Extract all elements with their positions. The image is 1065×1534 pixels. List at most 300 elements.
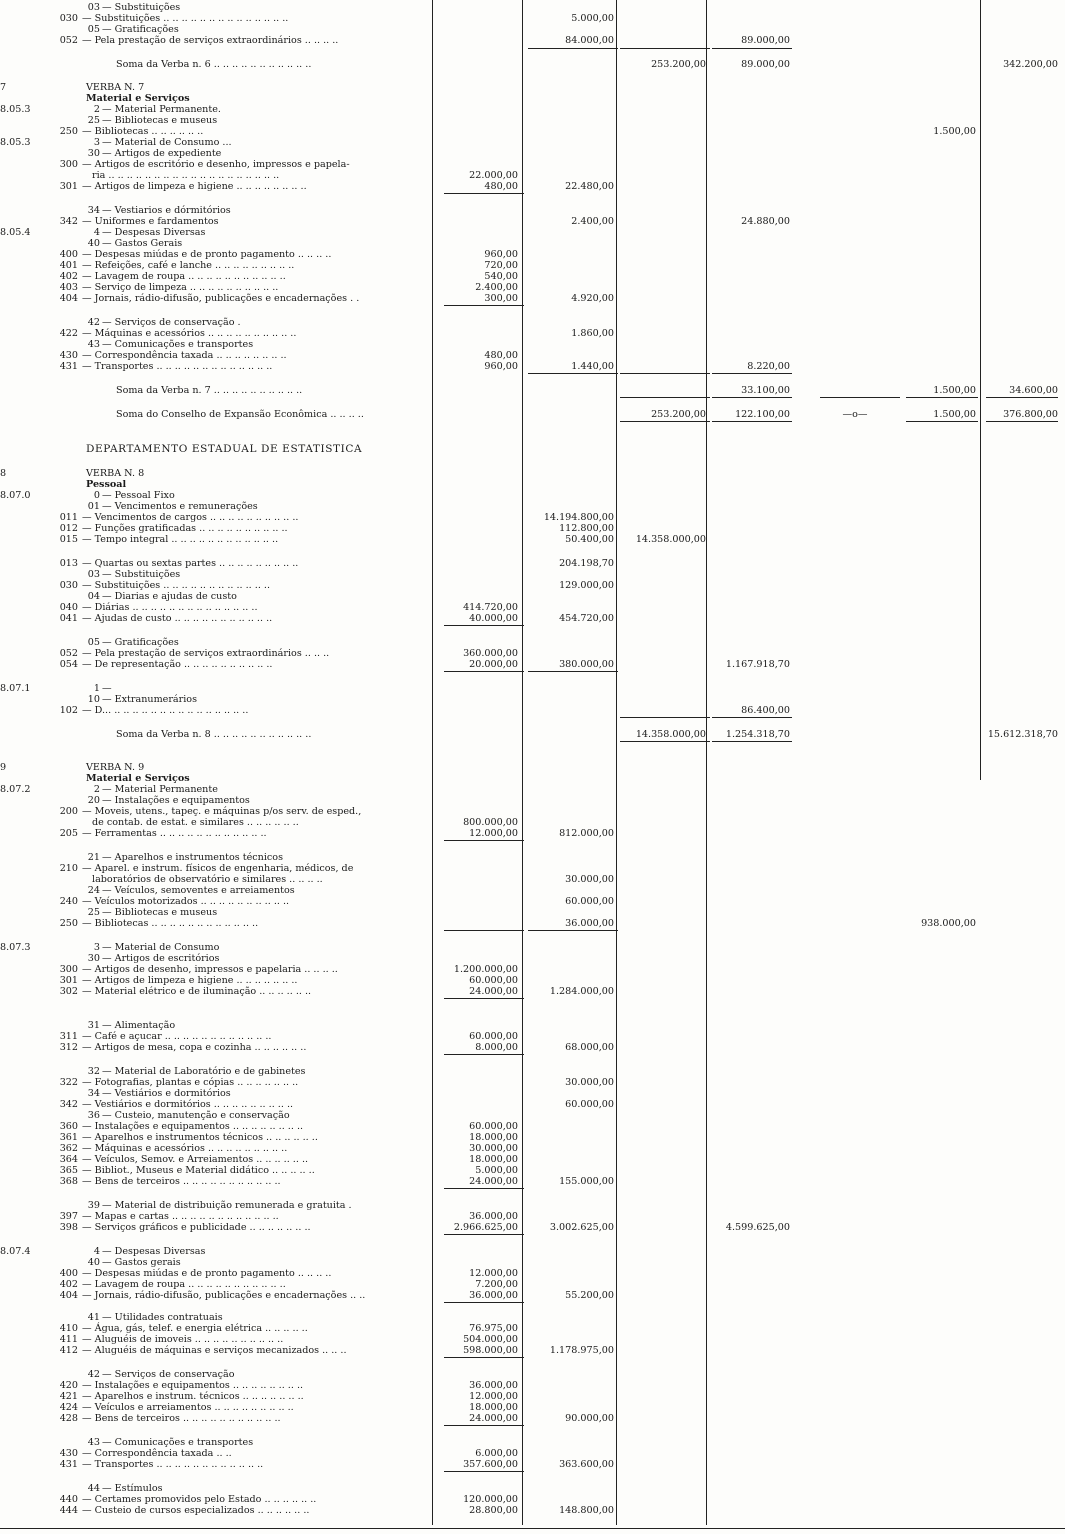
ledger-row	[0, 1088, 1065, 1099]
item-label: — Vestiários e dormitórios	[102, 1088, 231, 1099]
item-label: — Despesas Diversas	[102, 227, 206, 238]
item-label: — Bibliotecas .. .. .. .. .. .. .. .. .. .. .. ..	[82, 918, 259, 929]
item-label: — Artigos de mesa, copa e cozinha .. .. .. .. .. ..	[82, 1042, 307, 1053]
ledger-row	[0, 1369, 1065, 1380]
amount-col-1: 20.000,00	[469, 659, 518, 670]
ledger-row	[0, 317, 1065, 328]
underline-rule	[444, 1188, 524, 1189]
item-label: — Gratificações	[102, 24, 179, 35]
item-label: — Serviços de conservação	[102, 1369, 235, 1380]
amount-col-1: 120.000,00	[463, 1494, 518, 1505]
item-code: 30	[87, 953, 100, 964]
amount-col-2: 60.000,00	[565, 896, 614, 907]
ledger-row	[0, 1165, 1065, 1176]
item-label: — Material Permanente.	[102, 104, 221, 115]
ledger-row	[0, 558, 1065, 569]
item-label: — Jornais, rádio-difusão, publicações e encadernações .. ..	[82, 1290, 366, 1301]
item-code: 250	[59, 918, 78, 929]
item-label: — Despesas Diversas	[102, 1246, 206, 1257]
amount-col-1: 8.000,00	[475, 1042, 518, 1053]
item-code: 300	[59, 964, 78, 975]
ledger-row	[0, 170, 1065, 181]
amount-col-1: 60.000,00	[469, 975, 518, 986]
item-label: — Gastos Gerais	[102, 238, 183, 249]
underline-rule	[620, 48, 710, 49]
underline-rule	[712, 741, 792, 742]
ledger-row	[0, 1268, 1065, 1279]
item-label: — De representação .. .. .. .. .. .. .. .. .. ..	[82, 659, 273, 670]
item-code: 04	[87, 591, 100, 602]
item-code: 402	[59, 1279, 78, 1290]
item-code: 012	[59, 523, 78, 534]
ledger-row	[0, 227, 1065, 238]
item-label: VERBA N. 9	[86, 762, 145, 773]
item-label: — Veículos e arreiamentos .. .. .. .. .. .. .. .. ..	[82, 1402, 294, 1413]
section-number: 8.07.4	[0, 1246, 31, 1257]
item-label: — Substituições	[102, 569, 181, 580]
item-label: — Bens de terceiros .. .. .. .. .. .. .. .. .. .. ..	[82, 1413, 281, 1424]
amount-col-4: 122.100,00	[735, 409, 790, 420]
amount-col-1: 598.000,00	[463, 1345, 518, 1356]
ledger-row	[0, 271, 1065, 282]
item-code: 3	[93, 942, 100, 953]
item-label: — Material de Consumo	[102, 942, 220, 953]
amount-col-1: 480,00	[484, 181, 518, 192]
ledger-row	[0, 705, 1065, 716]
underline-rule	[986, 421, 1058, 422]
item-code: 431	[59, 1459, 78, 1470]
item-label: — Uniformes e fardamentos	[82, 216, 219, 227]
column-rule	[522, 0, 523, 1525]
amount-col-2: 380.000,00	[559, 659, 614, 670]
section-number: 8.05.3	[0, 137, 31, 148]
amount-col-2: 204.198,70	[559, 558, 614, 569]
item-code: 05	[87, 24, 100, 35]
amount-col-2: 30.000,00	[565, 1077, 614, 1088]
section-number: 8.05.3	[0, 104, 31, 115]
item-code: 404	[59, 293, 78, 304]
ledger-row	[0, 1154, 1065, 1165]
amount-col-1: 18.000,00	[469, 1402, 518, 1413]
item-code: 428	[59, 1413, 78, 1424]
ledger-row	[0, 637, 1065, 648]
ledger-row	[0, 24, 1065, 35]
underline-rule	[712, 48, 792, 49]
amount-col-4: 33.100,00	[741, 385, 790, 396]
section-number: 9	[0, 762, 7, 773]
item-label: — Artigos de escritórios	[102, 953, 220, 964]
ledger-row	[0, 282, 1065, 293]
ledger-row	[0, 942, 1065, 953]
item-label: — Diarias e ajudas de custo	[102, 591, 237, 602]
item-label: laboratórios de observatório e similares .. .. .. ..	[92, 874, 323, 885]
item-code: 440	[59, 1494, 78, 1505]
ledger-row	[0, 1505, 1065, 1516]
ledger-row	[0, 1323, 1065, 1334]
ledger-row	[0, 874, 1065, 885]
item-code: 411	[59, 1334, 78, 1345]
amount-col-2: 36.000,00	[565, 918, 614, 929]
ledger-row	[0, 975, 1065, 986]
amount-col-1: 2.966.625,00	[453, 1222, 518, 1233]
item-code: 240	[59, 896, 78, 907]
ledger-row	[0, 1312, 1065, 1323]
ledger-row	[0, 1246, 1065, 1257]
amount-col-6: 1.500,00	[933, 409, 976, 420]
item-label: — Aparelhos e instrumentos técnicos .. .. .. .. .. ..	[82, 1132, 318, 1143]
ledger-row	[0, 659, 1065, 670]
item-code: 302	[59, 986, 78, 997]
ledger-row	[0, 694, 1065, 705]
underline-rule	[444, 1302, 524, 1303]
amount-col-1: 5.000,00	[475, 1165, 518, 1176]
item-code: 400	[59, 249, 78, 260]
ledger-row	[0, 580, 1065, 591]
amount-col-1: 2.400,00	[475, 282, 518, 293]
item-label: — Artigos de limpeza e higiene .. .. .. .. .. .. .. ..	[82, 181, 307, 192]
item-label: — Bibliotecas e museus	[102, 907, 218, 918]
underline-rule	[444, 1471, 524, 1472]
underline-rule	[528, 373, 618, 374]
ledger-row	[0, 328, 1065, 339]
amount-col-5: —o—	[842, 409, 868, 420]
item-label: — Utilidades contratuais	[102, 1312, 223, 1323]
amount-col-2: 30.000,00	[565, 874, 614, 885]
amount-col-1: 30.000,00	[469, 1143, 518, 1154]
item-label: — Substituições	[102, 2, 181, 13]
ledger-row	[0, 523, 1065, 534]
item-label: — Aparel. e instrum. físicos de engenharia, médicos, de	[82, 863, 354, 874]
item-code: 322	[59, 1077, 78, 1088]
ledger-row	[0, 1222, 1065, 1233]
amount-col-1: 1.200.000,00	[453, 964, 518, 975]
underline-rule	[712, 717, 792, 718]
ledger-row	[0, 148, 1065, 159]
item-label: — Vestiarios e dórmitórios	[102, 205, 231, 216]
ledger-row	[0, 1459, 1065, 1470]
underline-rule	[444, 1054, 524, 1055]
amount-col-4: 8.220,00	[747, 361, 790, 372]
amount-col-3: 253.200,00	[651, 59, 706, 70]
ledger-row	[0, 2, 1065, 13]
item-code: 364	[59, 1154, 78, 1165]
item-code: 360	[59, 1121, 78, 1132]
underline-rule	[906, 397, 978, 398]
amount-col-2: 55.200,00	[565, 1290, 614, 1301]
item-label: — Material de distribuição remunerada e gratuita .	[102, 1200, 352, 1211]
section-number: 7	[0, 82, 7, 93]
ledger-row	[0, 512, 1065, 523]
item-code: 342	[59, 216, 78, 227]
underline-rule	[528, 930, 618, 931]
ledger-row	[0, 591, 1065, 602]
amount-col-2: 812.000,00	[559, 828, 614, 839]
item-label: — Ajudas de custo .. .. .. .. .. .. .. .. .. .. ..	[82, 613, 273, 624]
item-label: Pessoal	[86, 479, 127, 490]
item-code: 013	[59, 558, 78, 569]
ledger-row	[0, 13, 1065, 24]
ledger-row	[0, 104, 1065, 115]
ledger-row	[0, 350, 1065, 361]
ledger-row	[0, 1402, 1065, 1413]
ledger-row	[0, 817, 1065, 828]
amount-col-2: 3.002.625,00	[549, 1222, 614, 1233]
item-label: — Artigos de expediente	[102, 148, 222, 159]
item-code: 40	[87, 238, 100, 249]
amount-col-4: 86.400,00	[741, 705, 790, 716]
ledger-row	[0, 1380, 1065, 1391]
amount-col-2: 148.800,00	[559, 1505, 614, 1516]
amount-col-3: 14.358.000,00	[635, 729, 706, 740]
item-code: 342	[59, 1099, 78, 1110]
ledger-row	[0, 1143, 1065, 1154]
ledger-row	[0, 501, 1065, 512]
item-code: 054	[59, 659, 78, 670]
item-label: — Transportes .. .. .. .. .. .. .. .. .. .. .. ..	[82, 1459, 264, 1470]
ledger-row	[0, 238, 1065, 249]
ledger-row	[0, 260, 1065, 271]
ledger-row	[0, 648, 1065, 659]
item-code: 20	[87, 795, 100, 806]
underline-rule	[712, 373, 792, 374]
ledger-row	[0, 1020, 1065, 1031]
amount-col-2: 129.000,00	[559, 580, 614, 591]
item-label: — Veículos, Semov. e Arreiamentos .. .. .. .. .. ..	[82, 1154, 309, 1165]
amount-col-1: 12.000,00	[469, 1391, 518, 1402]
underline-rule	[444, 840, 524, 841]
item-label: — Refeições, café e lanche .. .. .. .. .. .. .. .. ..	[82, 260, 295, 271]
item-code: 301	[59, 975, 78, 986]
ledger-row	[0, 137, 1065, 148]
item-label: — Tempo integral .. .. .. .. .. .. .. .. .. .. .. ..	[82, 534, 279, 545]
amount-col-2: 1.284.000,00	[549, 986, 614, 997]
amount-col-1: 36.000,00	[469, 1211, 518, 1222]
item-label: Soma do Conselho de Expansão Econômica .. .. .. ..	[116, 409, 364, 420]
item-label: Material e Serviços	[86, 773, 190, 784]
amount-col-3: 253.200,00	[651, 409, 706, 420]
item-code: 030	[59, 580, 78, 591]
item-label: — Artigos de limpeza e higiene .. .. .. .. .. .. ..	[82, 975, 298, 986]
amount-col-6: 1.500,00	[933, 385, 976, 396]
amount-col-1: 6.000,00	[475, 1448, 518, 1459]
item-code: 30	[87, 148, 100, 159]
item-code: 40	[87, 1257, 100, 1268]
amount-col-2: 112.800,00	[559, 523, 614, 534]
amount-col-1: 28.800,00	[469, 1505, 518, 1516]
item-label: — Moveis, utens., tapeç. e máquinas p/os serv. de esped.,	[82, 806, 362, 817]
underline-rule	[444, 1425, 524, 1426]
ledger-row	[0, 953, 1065, 964]
item-code: 4	[93, 227, 100, 238]
ledger-row	[0, 479, 1065, 490]
ledger-row	[0, 1290, 1065, 1301]
ledger-row	[0, 1279, 1065, 1290]
item-code: 052	[59, 648, 78, 659]
ledger-row	[0, 1257, 1065, 1268]
underline-rule	[820, 397, 900, 398]
amount-col-1: 22.000,00	[469, 170, 518, 181]
item-label: Soma da Verba n. 8 .. .. .. .. .. .. .. .. .. .. ..	[116, 729, 312, 740]
item-label: — Bibliot., Museus e Material didático .. .. .. .. ..	[82, 1165, 315, 1176]
ledger-row	[0, 1391, 1065, 1402]
item-label: — Substituições .. .. .. .. .. .. .. .. .. .. .. ..	[82, 580, 271, 591]
ledger-row	[0, 806, 1065, 817]
underline-rule	[620, 741, 710, 742]
amount-col-1: 60.000,00	[469, 1121, 518, 1132]
ledger-row	[0, 602, 1065, 613]
item-label: VERBA N. 7	[86, 82, 145, 93]
item-code: 01	[87, 501, 100, 512]
ledger-row	[0, 795, 1065, 806]
ledger-row	[0, 534, 1065, 545]
amount-col-1: 24.000,00	[469, 1176, 518, 1187]
amount-col-1: 76.975,00	[469, 1323, 518, 1334]
ledger-row	[0, 490, 1065, 501]
ledger-row	[0, 896, 1065, 907]
ledger-row	[0, 35, 1065, 46]
underline-rule	[620, 421, 710, 422]
amount-col-2: 363.600,00	[559, 1459, 614, 1470]
item-label: — Aparelhos e instrumentos técnicos	[102, 852, 283, 863]
ledger-row	[0, 1176, 1065, 1187]
amount-col-1: 12.000,00	[469, 828, 518, 839]
item-label: — Alimentação	[102, 1020, 176, 1031]
ledger-row	[0, 1448, 1065, 1459]
amount-col-7: 376.800,00	[1003, 409, 1058, 420]
ledger-row	[0, 1345, 1065, 1356]
item-label: — Diárias .. .. .. .. .. .. .. .. .. .. .. .. .. ..	[82, 602, 258, 613]
ledger-row	[0, 385, 1065, 396]
item-label: Soma da Verba n. 6 .. .. .. .. .. .. .. .. .. .. ..	[116, 59, 312, 70]
underline-rule	[712, 397, 792, 398]
ledger-row	[0, 1211, 1065, 1222]
amount-col-6: 1.500,00	[933, 126, 976, 137]
item-code: 430	[59, 1448, 78, 1459]
ledger-row	[0, 293, 1065, 304]
amount-col-4: 1.254.318,70	[725, 729, 790, 740]
item-code: 3	[93, 137, 100, 148]
amount-col-1: 12.000,00	[469, 1268, 518, 1279]
item-label: — Material de Laboratório e de gabinetes	[102, 1066, 306, 1077]
item-code: 015	[59, 534, 78, 545]
ledger-row	[0, 205, 1065, 216]
amount-col-1: 357.600,00	[463, 1459, 518, 1470]
amount-col-4: 89.000,00	[741, 59, 790, 70]
item-label: — Veículos motorizados .. .. .. .. .. .. .. .. .. ..	[82, 896, 290, 907]
underline-rule	[444, 930, 524, 931]
amount-col-2: 155.000,00	[559, 1176, 614, 1187]
ledger-row	[0, 1042, 1065, 1053]
item-label: — Pela prestação de serviços extraordinários .. .. ..	[82, 648, 330, 659]
ledger-row	[0, 1413, 1065, 1424]
item-code: 412	[59, 1345, 78, 1356]
amount-col-3: 14.358.000,00	[635, 534, 706, 545]
amount-col-1: 300,00	[484, 293, 518, 304]
section-number: 8.07.0	[0, 490, 31, 501]
item-code: 39	[87, 1200, 100, 1211]
column-rule	[432, 0, 433, 1525]
item-code: 410	[59, 1323, 78, 1334]
item-code: 300	[59, 159, 78, 170]
item-code: 365	[59, 1165, 78, 1176]
amount-col-7: 34.600,00	[1009, 385, 1058, 396]
item-code: 052	[59, 35, 78, 46]
amount-col-4: 89.000,00	[741, 35, 790, 46]
underline-rule	[444, 305, 524, 306]
item-code: 0	[93, 490, 100, 501]
item-label: — Instalações e equipamentos .. .. .. .. .. .. .. ..	[82, 1121, 304, 1132]
item-code: 312	[59, 1042, 78, 1053]
ledger-row	[0, 1132, 1065, 1143]
underline-rule	[620, 373, 710, 374]
item-code: 361	[59, 1132, 78, 1143]
item-label: — Ferramentas .. .. .. .. .. .. .. .. .. .. .. ..	[82, 828, 267, 839]
item-label: VERBA N. 8	[86, 468, 145, 479]
ledger-row	[0, 613, 1065, 624]
underline-rule	[528, 48, 618, 49]
ledger-row	[0, 918, 1065, 929]
section-number: 8.07.3	[0, 942, 31, 953]
item-label: — Aluguéis de máquinas e serviços mecanizados .. .. ..	[82, 1345, 347, 1356]
ledger-row	[0, 762, 1065, 773]
item-code: 421	[59, 1391, 78, 1402]
ledger-row	[0, 828, 1065, 839]
item-label: — Comunicações e transportes	[102, 339, 254, 350]
item-code: 301	[59, 181, 78, 192]
item-label: — Bibliotecas .. .. .. .. .. ..	[82, 126, 204, 137]
item-label: — Estímulos	[102, 1483, 163, 1494]
item-label: Soma da Verba n. 7 .. .. .. .. .. .. .. .. .. ..	[116, 385, 303, 396]
ledger-row	[0, 1110, 1065, 1121]
ledger-row	[0, 863, 1065, 874]
item-label: — Material de Consumo ...	[102, 137, 232, 148]
item-label: — Pela prestação de serviços extraordinários .. .. .. ..	[82, 35, 339, 46]
amount-col-2: 5.000,00	[571, 13, 614, 24]
ledger-row	[0, 339, 1065, 350]
ledger-row	[0, 729, 1065, 740]
amount-col-1: 60.000,00	[469, 1031, 518, 1042]
item-code: 402	[59, 271, 78, 282]
item-code: 400	[59, 1268, 78, 1279]
item-label: —	[102, 683, 112, 694]
item-label: — Serviços gráficos e publicidade .. .. .. .. .. .. ..	[82, 1222, 311, 1233]
ledger-row	[0, 1031, 1065, 1042]
ledger-row	[0, 216, 1065, 227]
item-code: 404	[59, 1290, 78, 1301]
item-label: — Lavagem de roupa .. .. .. .. .. .. .. .. .. .. ..	[82, 1279, 286, 1290]
item-label: — Funções gratificadas .. .. .. .. .. .. .. .. .. ..	[82, 523, 288, 534]
section-number: 8.05.4	[0, 227, 31, 238]
section-number: 8.07.2	[0, 784, 31, 795]
item-code: 368	[59, 1176, 78, 1187]
item-code: 420	[59, 1380, 78, 1391]
item-code: 43	[87, 1437, 100, 1448]
item-label: — Máquinas e acessórios .. .. .. .. .. .. .. .. ..	[82, 1143, 288, 1154]
department-heading: DEPARTAMENTO ESTADUAL DE ESTATISTICA	[86, 443, 363, 455]
amount-col-4: 4.599.625,00	[725, 1222, 790, 1233]
amount-col-4: 1.167.918,70	[725, 659, 790, 670]
amount-col-2: 1.440,00	[571, 361, 614, 372]
amount-col-1: 24.000,00	[469, 986, 518, 997]
underline-rule	[620, 397, 710, 398]
amount-col-2: 14.194.800,00	[543, 512, 614, 523]
amount-col-7: 15.612.318,70	[987, 729, 1058, 740]
ledger-row	[0, 986, 1065, 997]
underline-rule	[444, 671, 524, 672]
item-code: 424	[59, 1402, 78, 1413]
underline-rule	[0, 1528, 1065, 1529]
underline-rule	[528, 671, 618, 672]
